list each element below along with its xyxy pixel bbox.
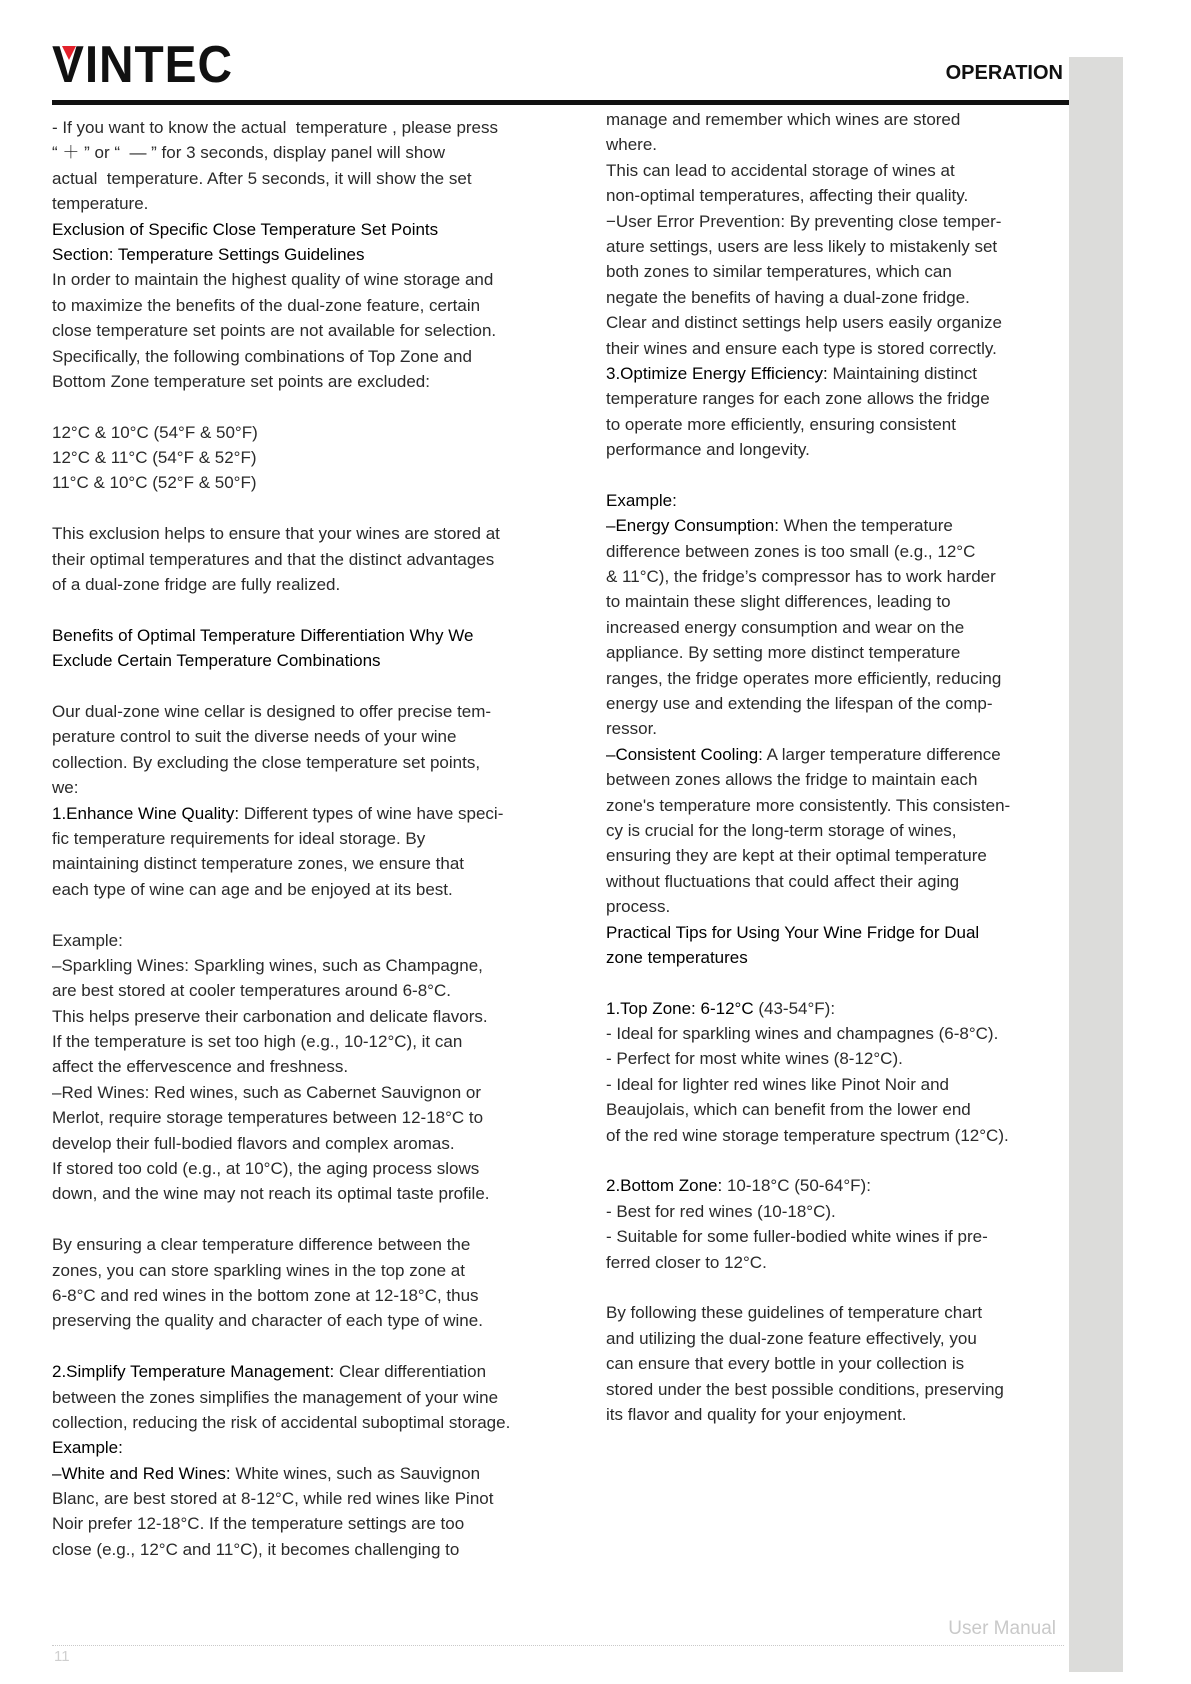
line-text: Noir prefer 12-18°C. If the temperature settings are too bbox=[52, 1514, 465, 1534]
text-line bbox=[606, 183, 1010, 208]
text-line bbox=[52, 1258, 510, 1283]
text-line bbox=[52, 115, 510, 140]
line-text: where. bbox=[606, 135, 658, 155]
text-line bbox=[52, 496, 510, 521]
text-line bbox=[606, 818, 1010, 843]
text-line bbox=[52, 1054, 510, 1079]
text-line bbox=[52, 521, 510, 546]
line-text: –Sparkling Wines: Sparkling wines, such as Champagne, bbox=[52, 955, 483, 975]
text-line bbox=[606, 869, 1010, 894]
logo-text: VINTEC bbox=[52, 36, 233, 94]
text-line bbox=[606, 716, 1010, 741]
text-line bbox=[606, 1097, 1010, 1122]
line-text: This can lead to accidental storage of wines at bbox=[606, 160, 955, 180]
text-line bbox=[606, 336, 1010, 361]
text-line bbox=[52, 470, 510, 495]
footer-label: User Manual bbox=[948, 1618, 1056, 1639]
text-line bbox=[52, 267, 510, 292]
text-line bbox=[606, 158, 1010, 183]
text-line bbox=[606, 691, 1010, 716]
line-text: are best stored at cooler temperatures around 6-8°C. bbox=[52, 981, 451, 1001]
text-line bbox=[52, 1131, 510, 1156]
text-line bbox=[606, 209, 1010, 234]
line-text: to operate more efficiently, ensuring consistent bbox=[606, 414, 956, 434]
line-text: of the red wine storage temperature spectrum (12°C). bbox=[606, 1125, 1009, 1145]
line-text: ature settings, users are less likely to mistakenly set bbox=[606, 236, 998, 256]
line-text: If stored too cold (e.g., at 10°C), the aging process slows bbox=[52, 1159, 480, 1179]
side-tab-bar bbox=[1069, 57, 1123, 1672]
text-line bbox=[52, 801, 510, 826]
text-line bbox=[52, 1207, 510, 1232]
text-line bbox=[52, 547, 510, 572]
text-line bbox=[606, 1377, 1010, 1402]
text-line bbox=[606, 589, 1010, 614]
line-text: fic temperature requirements for ideal storage. By bbox=[52, 828, 426, 848]
heading-line: Benefits of Optimal Temperature Differentiation Why We bbox=[52, 625, 474, 645]
line-text: collection, reducing the risk of accidental suboptimal storage. bbox=[52, 1412, 511, 1432]
page-number: 11 bbox=[54, 1648, 70, 1665]
text-line bbox=[606, 1402, 1010, 1427]
line-text: Our dual-zone wine cellar is designed to offer precise tem- bbox=[52, 701, 492, 721]
line-text: - Perfect for most white wines (8-12°C). bbox=[606, 1049, 903, 1069]
text-line bbox=[606, 996, 1010, 1021]
line-text: 6-8°C and red wines in the bottom zone at 12-18°C, thus bbox=[52, 1285, 479, 1305]
text-line bbox=[606, 1072, 1010, 1097]
text-line bbox=[52, 1410, 510, 1435]
text-line bbox=[52, 978, 510, 1003]
line-text: Example: bbox=[52, 930, 123, 950]
line-text: - Suitable for some fuller-bodied white wines if pre- bbox=[606, 1227, 988, 1247]
text-line bbox=[606, 310, 1010, 335]
text-line bbox=[606, 666, 1010, 691]
line-text: Bottom Zone temperature set points are excluded: bbox=[52, 371, 430, 391]
text-line bbox=[52, 318, 510, 343]
text-line bbox=[606, 742, 1010, 767]
line-text: close temperature set points are not available for selection. bbox=[52, 321, 497, 341]
bold-lead: 2.Bottom Zone: bbox=[606, 1176, 723, 1196]
text-line bbox=[606, 843, 1010, 868]
heading-line: zone temperatures bbox=[606, 947, 748, 967]
line-text: its flavor and quality for your enjoyment. bbox=[606, 1404, 907, 1424]
text-line bbox=[606, 1123, 1010, 1148]
text-line bbox=[606, 234, 1010, 259]
text-line bbox=[606, 1351, 1010, 1376]
text-line bbox=[52, 344, 510, 369]
line-text: of a dual-zone fridge are fully realized. bbox=[52, 575, 341, 595]
text-line bbox=[606, 767, 1010, 792]
line-text: cy is crucial for the long-term storage of wines, bbox=[606, 820, 957, 840]
text-line bbox=[52, 1283, 510, 1308]
heading-line: Exclude Certain Temperature Combinations bbox=[52, 651, 381, 671]
text-line bbox=[606, 107, 1010, 132]
text-line bbox=[606, 361, 1010, 386]
text-line bbox=[52, 191, 510, 216]
text-line bbox=[606, 1148, 1010, 1173]
text-line bbox=[606, 1173, 1010, 1198]
bold-lead: 3.Optimize Energy Efficiency: bbox=[606, 363, 828, 383]
line-text: When the temperature bbox=[778, 516, 953, 536]
text-line bbox=[606, 1326, 1010, 1351]
line-text: Merlot, require storage temperatures between 12-18°C to bbox=[52, 1108, 484, 1128]
line-text: down, and the wine may not reach its optimal taste profile. bbox=[52, 1184, 490, 1204]
heading-line: Example: bbox=[606, 490, 677, 510]
line-text: Beaujolais, which can benefit from the lower end bbox=[606, 1100, 971, 1120]
line-text: between the zones simplifies the management of your wine bbox=[52, 1387, 499, 1407]
text-line bbox=[52, 1385, 510, 1410]
line-text: This exclusion helps to ensure that your wines are stored at bbox=[52, 524, 500, 544]
line-text: By following these guidelines of temperature chart bbox=[606, 1303, 983, 1323]
text-line bbox=[52, 1537, 510, 1562]
line-text: develop their full-bodied flavors and complex aromas. bbox=[52, 1133, 455, 1153]
line-text: preserving the quality and character of each type of wine. bbox=[52, 1311, 483, 1331]
logo-red-triangle-icon bbox=[62, 46, 76, 60]
line-text: non-optimal temperatures, affecting their quality. bbox=[606, 186, 969, 206]
bold-lead: 1.Enhance Wine Quality: bbox=[52, 803, 240, 823]
text-line bbox=[52, 699, 510, 724]
left-column bbox=[52, 115, 510, 1562]
line-text: Specifically, the following combinations of Top Zone and bbox=[52, 346, 472, 366]
line-text: ferred closer to 12°C. bbox=[606, 1252, 767, 1272]
line-text: maintaining distinct temperature zones, we ensure that bbox=[52, 854, 465, 874]
text-line bbox=[52, 953, 510, 978]
text-line bbox=[606, 132, 1010, 157]
text-line bbox=[606, 539, 1010, 564]
bold-lead: –Consistent Cooling: bbox=[606, 744, 763, 764]
text-line bbox=[52, 902, 510, 927]
line-text: White wines, such as Sauvignon bbox=[230, 1463, 481, 1483]
line-text: 11°C & 10°C (52°F & 50°F) bbox=[52, 473, 257, 493]
text-line bbox=[52, 1004, 510, 1029]
text-line bbox=[52, 394, 510, 419]
text-line bbox=[606, 793, 1010, 818]
line-text: close (e.g., 12°C and 11°C), it becomes challenging to bbox=[52, 1539, 460, 1559]
line-text: stored under the best possible conditions, preserving bbox=[606, 1379, 1004, 1399]
text-line bbox=[606, 1021, 1010, 1046]
line-text: By ensuring a clear temperature difference between the bbox=[52, 1235, 471, 1255]
line-text: performance and longevity. bbox=[606, 440, 810, 460]
line-text: increased energy consumption and wear on the bbox=[606, 617, 965, 637]
text-line bbox=[606, 259, 1010, 284]
text-line bbox=[52, 750, 510, 775]
bold-lead: 1.Top Zone: 6-12°C bbox=[606, 998, 754, 1018]
line-text: process. bbox=[606, 897, 671, 917]
line-text: appliance. By setting more distinct temperature bbox=[606, 643, 961, 663]
text-line bbox=[52, 572, 510, 597]
line-text: zones, you can store sparkling wines in the top zone at bbox=[52, 1260, 465, 1280]
text-line bbox=[52, 369, 510, 394]
text-line bbox=[52, 1105, 510, 1130]
line-text: their wines and ensure each type is stored correctly. bbox=[606, 338, 997, 358]
text-line bbox=[606, 412, 1010, 437]
text-line bbox=[52, 140, 510, 165]
line-text: without fluctuations that could affect their aging bbox=[606, 871, 960, 891]
line-text: A larger temperature difference bbox=[762, 744, 1001, 764]
right-column bbox=[606, 107, 1010, 1427]
section-title: OPERATION bbox=[945, 62, 1063, 84]
text-line bbox=[52, 293, 510, 318]
bold-lead: 2.Simplify Temperature Management: bbox=[52, 1362, 335, 1382]
text-line bbox=[606, 1250, 1010, 1275]
line-text: & 11°C), the fridge’s compressor has to work harder bbox=[606, 567, 996, 587]
line-text: perature control to suit the diverse needs of your wine bbox=[52, 727, 457, 747]
text-line bbox=[606, 640, 1010, 665]
line-text: If the temperature is set too high (e.g., 10-12°C), it can bbox=[52, 1032, 463, 1052]
line-text: Blanc, are best stored at 8-12°C, while red wines like Pinot bbox=[52, 1489, 494, 1509]
line-text: temperature ranges for each zone allows the fridge bbox=[606, 389, 990, 409]
text-line bbox=[52, 1308, 510, 1333]
text-line bbox=[606, 462, 1010, 487]
line-text: collection. By excluding the close temperature set points, bbox=[52, 752, 481, 772]
line-text: 12°C & 10°C (54°F & 50°F) bbox=[52, 422, 258, 442]
text-line bbox=[606, 615, 1010, 640]
line-text: −User Error Prevention: By preventing close temper- bbox=[606, 211, 1002, 231]
line-text: ensuring they are kept at their optimal temperature bbox=[606, 846, 987, 866]
bold-lead: –Energy Consumption: bbox=[606, 516, 779, 536]
text-line bbox=[52, 166, 510, 191]
line-text: manage and remember which wines are stored bbox=[606, 110, 961, 129]
line-text: Clear and distinct settings help users easily organize bbox=[606, 313, 1002, 333]
text-line bbox=[52, 1486, 510, 1511]
line-text: Clear differentiation bbox=[334, 1362, 487, 1382]
line-text: energy use and extending the lifespan of the comp- bbox=[606, 693, 993, 713]
heading-line: Exclusion of Specific Close Temperature Set Points bbox=[52, 219, 439, 239]
text-line bbox=[52, 597, 510, 622]
text-line bbox=[606, 386, 1010, 411]
line-text: - Best for red wines (10-18°C). bbox=[606, 1201, 836, 1221]
text-line bbox=[52, 420, 510, 445]
text-line bbox=[52, 877, 510, 902]
text-line bbox=[606, 1275, 1010, 1300]
text-line bbox=[52, 1511, 510, 1536]
text-line bbox=[52, 674, 510, 699]
text-line bbox=[52, 775, 510, 800]
line-text: - Ideal for sparkling wines and champagnes (6-8°C). bbox=[606, 1024, 999, 1044]
line-text: –Red Wines: Red wines, such as Cabernet Sauvignon or bbox=[52, 1082, 482, 1102]
bold-lead: –White and Red Wines: bbox=[52, 1463, 231, 1483]
line-text: This helps preserve their carbonation and delicate flavors. bbox=[52, 1006, 488, 1026]
header-rule bbox=[52, 100, 1123, 105]
line-text: - Ideal for lighter red wines like Pinot Noir and bbox=[606, 1074, 949, 1094]
line-text: temperature. bbox=[52, 194, 149, 214]
text-line bbox=[606, 564, 1010, 589]
line-text: we: bbox=[52, 778, 79, 798]
text-line bbox=[606, 437, 1010, 462]
text-line bbox=[606, 285, 1010, 310]
line-text: negate the benefits of having a dual-zone fridge. bbox=[606, 287, 970, 307]
line-text: difference between zones is too small (e.g., 12°C bbox=[606, 541, 976, 561]
vintec-logo bbox=[52, 36, 249, 94]
text-line bbox=[52, 1359, 510, 1384]
text-line bbox=[52, 724, 510, 749]
line-text: both zones to similar temperatures, which can bbox=[606, 262, 952, 282]
heading-line: Practical Tips for Using Your Wine Fridge for Dual bbox=[606, 922, 980, 942]
text-line bbox=[52, 1181, 510, 1206]
line-text: to maximize the benefits of the dual-zone feature, certain bbox=[52, 295, 481, 315]
text-line bbox=[52, 1461, 510, 1486]
text-line bbox=[606, 1224, 1010, 1249]
line-text: between zones allows the fridge to maintain each bbox=[606, 770, 978, 790]
line-text: In order to maintain the highest quality of wine storage and bbox=[52, 270, 494, 290]
line-text: each type of wine can age and be enjoyed at its best. bbox=[52, 879, 453, 899]
text-line bbox=[52, 826, 510, 851]
line-text: actual temperature. After 5 seconds, it will show the set bbox=[52, 168, 472, 188]
line-text: their optimal temperatures and that the distinct advantages bbox=[52, 549, 495, 569]
text-line bbox=[52, 1334, 510, 1359]
heading-line: Example: bbox=[52, 1438, 123, 1458]
text-line bbox=[52, 1156, 510, 1181]
line-text: (43-54°F): bbox=[753, 998, 836, 1018]
line-text: to maintain these slight differences, leading to bbox=[606, 592, 951, 612]
footer-divider bbox=[52, 1645, 1064, 1646]
text-line bbox=[606, 1300, 1010, 1325]
text-line bbox=[52, 1080, 510, 1105]
text-line bbox=[606, 970, 1010, 995]
text-line bbox=[52, 1029, 510, 1054]
line-text: - If you want to know the actual temperature , please press bbox=[52, 118, 499, 137]
line-text: 12°C & 11°C (54°F & 52°F) bbox=[52, 448, 257, 468]
line-text: 10-18°C (50-64°F): bbox=[722, 1176, 871, 1196]
text-line bbox=[52, 445, 510, 470]
line-text: and utilizing the dual-zone feature effectively, you bbox=[606, 1328, 977, 1348]
text-line bbox=[606, 513, 1010, 538]
line-text: ranges, the fridge operates more efficiently, reducing bbox=[606, 668, 1002, 688]
text-line bbox=[606, 894, 1010, 919]
text-line bbox=[606, 1046, 1010, 1071]
line-text: Maintaining distinct bbox=[827, 363, 978, 383]
line-text: can ensure that every bottle in your collection is bbox=[606, 1354, 965, 1374]
line-text: Different types of wine have speci- bbox=[239, 803, 504, 823]
heading-line: Section: Temperature Settings Guidelines bbox=[52, 244, 365, 264]
line-text: zone's temperature more consistently. This consisten- bbox=[606, 795, 1011, 815]
line-text: affect the effervescence and freshness. bbox=[52, 1057, 349, 1077]
line-text: “ ＋ ” or “ — ” for 3 seconds, display panel will show bbox=[52, 143, 446, 163]
line-text: ressor. bbox=[606, 719, 658, 739]
text-line bbox=[606, 1199, 1010, 1224]
text-line bbox=[52, 928, 510, 953]
text-line bbox=[52, 851, 510, 876]
text-line bbox=[52, 1232, 510, 1257]
